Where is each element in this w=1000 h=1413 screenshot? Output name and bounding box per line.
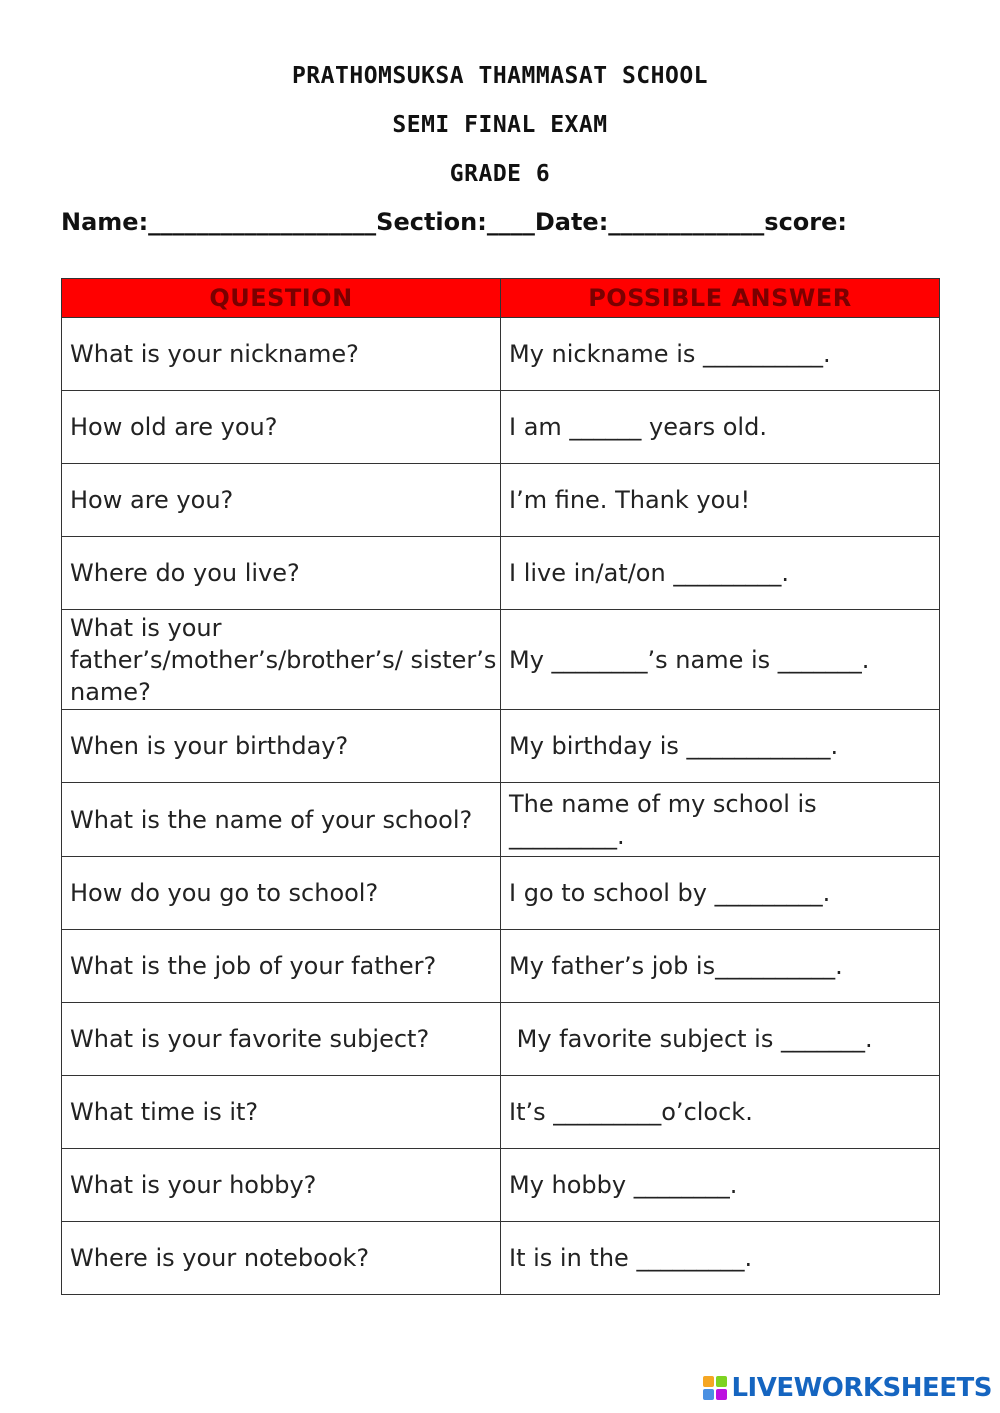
question-cell: Where is your notebook? bbox=[62, 1222, 501, 1295]
exam-title: SEMI FINAL EXAM bbox=[392, 112, 608, 138]
logo-text: LIVEWORKSHEETS bbox=[731, 1373, 992, 1403]
question-cell: When is your birthday? bbox=[62, 710, 501, 783]
qa-table bbox=[61, 278, 940, 1295]
table-row bbox=[62, 930, 940, 1003]
question-cell: What time is it? bbox=[62, 1076, 501, 1149]
liveworksheets-logo-icon bbox=[703, 1376, 727, 1400]
question-cell: What is the job of your father? bbox=[62, 930, 501, 1003]
question-cell: Where do you live? bbox=[62, 537, 501, 610]
answer-cell: My birthday is ____________. bbox=[501, 710, 940, 783]
table-row bbox=[62, 857, 940, 930]
question-cell: What is your favorite subject? bbox=[62, 1003, 501, 1076]
table-row bbox=[62, 537, 940, 610]
question-cell: What is the name of your school? bbox=[62, 783, 501, 857]
table-row bbox=[62, 710, 940, 783]
answer-cell: It is in the _________. bbox=[501, 1222, 940, 1295]
answer-cell: I live in/at/on _________. bbox=[501, 537, 940, 610]
question-cell: What is your nickname? bbox=[62, 318, 501, 391]
answer-cell: The name of my school is _________. bbox=[501, 783, 940, 857]
table-row bbox=[62, 1003, 940, 1076]
answer-cell: I am ______ years old. bbox=[501, 391, 940, 464]
table-row bbox=[62, 464, 940, 537]
answer-cell: I go to school by _________. bbox=[501, 857, 940, 930]
answer-header: POSSIBLE ANSWER bbox=[501, 279, 940, 318]
question-cell: What is your father’s/mother’s/brother’s/ sister’s name? bbox=[62, 610, 501, 710]
school-title: PRATHOMSUKSA THAMMASAT SCHOOL bbox=[291, 63, 709, 89]
grade-title: GRADE 6 bbox=[449, 161, 551, 187]
table-row bbox=[62, 318, 940, 391]
table-row bbox=[62, 783, 940, 857]
answer-cell: My favorite subject is _______. bbox=[501, 1003, 940, 1076]
question-header: QUESTION bbox=[62, 279, 501, 318]
answer-cell: My hobby ________. bbox=[501, 1149, 940, 1222]
table-row bbox=[62, 610, 940, 710]
answer-cell: My ________’s name is _______. bbox=[501, 610, 940, 710]
answer-cell: My father’s job is__________. bbox=[501, 930, 940, 1003]
table-row bbox=[62, 1149, 940, 1222]
answer-cell: I’m fine. Thank you! bbox=[501, 464, 940, 537]
liveworksheets-logo bbox=[703, 1373, 992, 1403]
question-cell: How are you? bbox=[62, 464, 501, 537]
student-info-line: Name:___________________Section:____Date:_____________score: bbox=[61, 208, 847, 236]
answer-cell: It’s _________o’clock. bbox=[501, 1076, 940, 1149]
table-row bbox=[62, 391, 940, 464]
table-header-row bbox=[62, 279, 940, 318]
table-row bbox=[62, 1222, 940, 1295]
question-cell: How old are you? bbox=[62, 391, 501, 464]
answer-cell: My nickname is __________. bbox=[501, 318, 940, 391]
question-cell: How do you go to school? bbox=[62, 857, 501, 930]
question-cell: What is your hobby? bbox=[62, 1149, 501, 1222]
table-row bbox=[62, 1076, 940, 1149]
